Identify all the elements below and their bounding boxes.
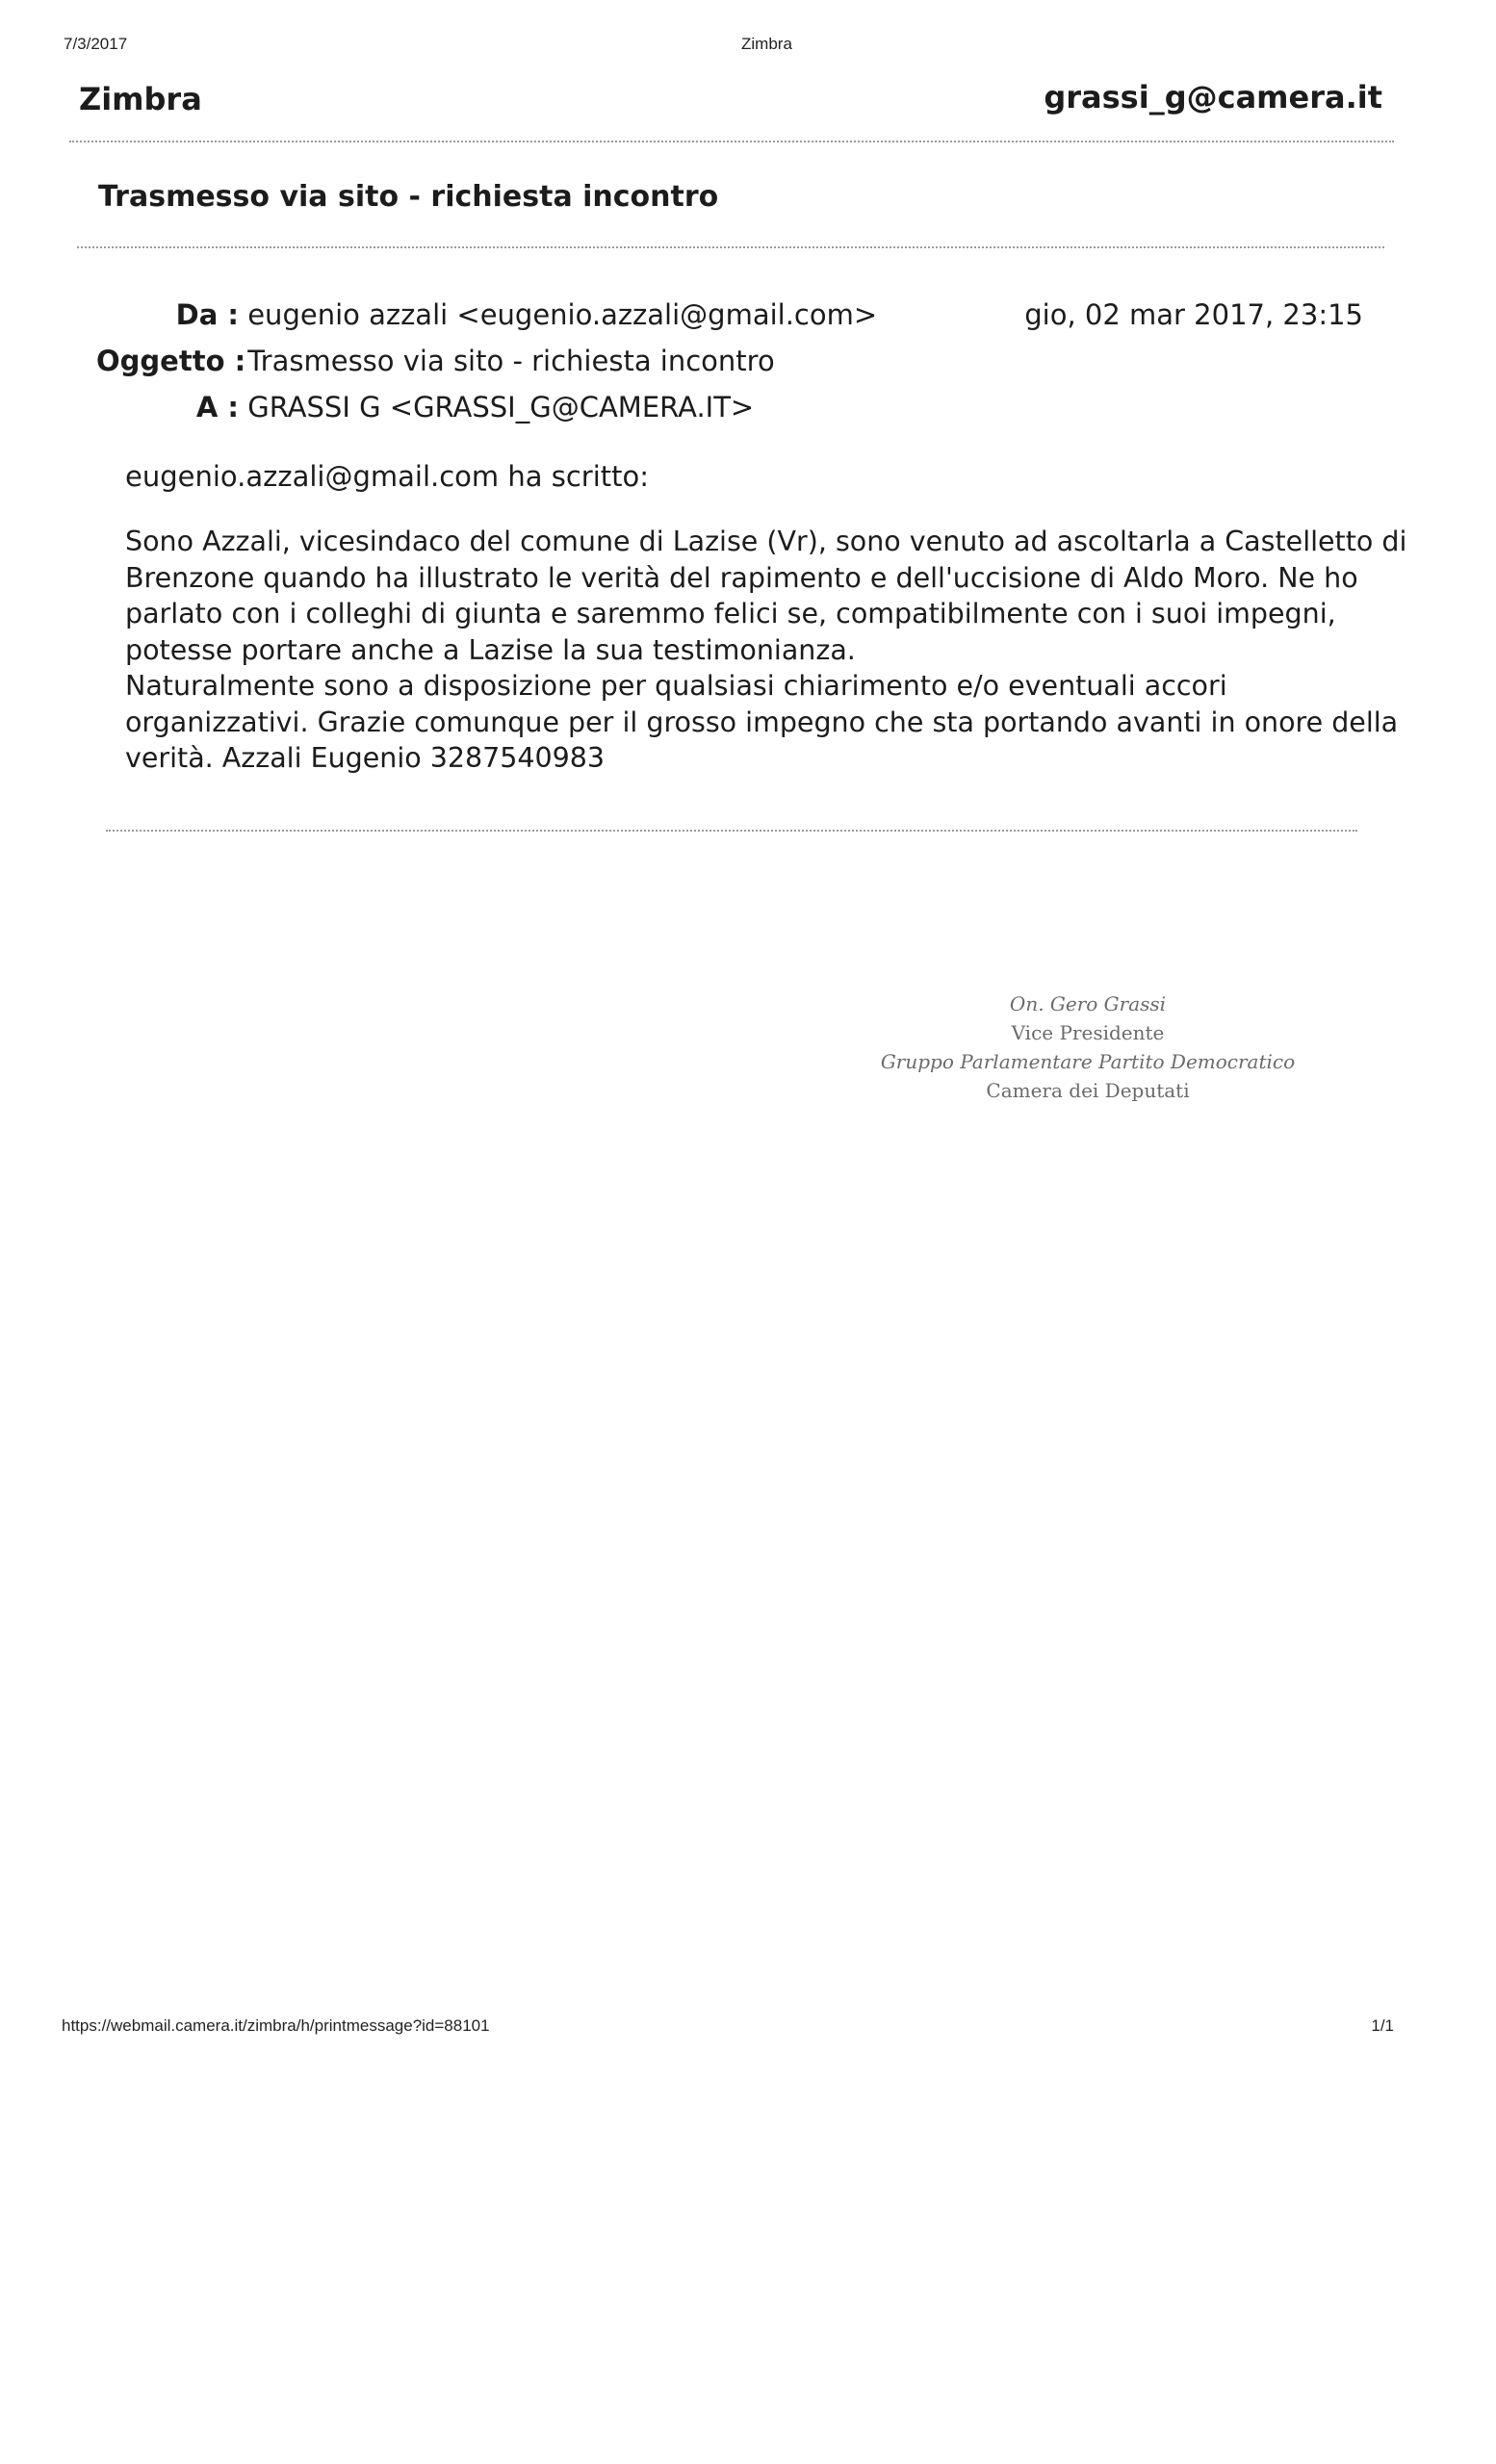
stamp-group: Gruppo Parlamentare Partito Democratico	[880, 1050, 1296, 1073]
print-date: 7/3/2017	[64, 35, 128, 53]
to-value: GRASSI G <GRASSI_G@CAMERA.IT>	[247, 391, 755, 424]
subject-label: Oggetto :	[96, 345, 246, 377]
body-line: Brenzone quando ha illustrato le verità del rapimento e dell'uccisione di Aldo Moro. Ne ho	[125, 561, 1358, 594]
stamp-name: On. Gero Grassi	[1009, 992, 1167, 1015]
to-row	[96, 391, 754, 424]
message-date: gio, 02 mar 2017, 23:15	[1024, 298, 1363, 331]
app-name: Zimbra	[79, 81, 202, 117]
message-body	[125, 524, 1406, 777]
body-line: verità. Azzali Eugenio 3287540983	[125, 742, 606, 774]
footer-page-number: 1/1	[1371, 2016, 1394, 2035]
from-value: eugenio azzali <eugenio.azzali@gmail.com>	[247, 298, 878, 331]
body-line: Sono Azzali, vicesindaco del comune di Lazise (Vr), sono venuto ad ascoltarla a Castelletto di	[125, 526, 1407, 557]
footer-url: https://webmail.camera.it/zimbra/h/printmessage?id=88101	[62, 2016, 490, 2035]
to-label: A :	[195, 391, 239, 424]
body-divider	[106, 830, 1357, 832]
account-email: grassi_g@camera.it	[1044, 79, 1382, 116]
from-row	[96, 298, 877, 331]
message-subject-title: Trasmesso via sito - richiesta incontro	[98, 180, 719, 214]
body-line: potesse portare anche a Lazise la sua testimonianza.	[125, 633, 856, 666]
body-line: parlato con i colleghi di giunta e saremmo felici se, compatibilmente con i suoi impegni,	[125, 598, 1336, 629]
subject-row	[96, 345, 775, 377]
body-line: organizzativi. Grazie comunque per il grosso impegno che sta portando avanti in onore della	[125, 706, 1399, 738]
header-divider	[69, 141, 1394, 142]
from-label: Da :	[175, 298, 239, 331]
subject-value: Trasmesso via sito - richiesta incontro	[247, 345, 775, 377]
stamp-chamber: Camera dei Deputati	[986, 1079, 1190, 1102]
quoted-from: eugenio.azzali@gmail.com ha scritto:	[125, 460, 650, 493]
stamp-role: Vice Presidente	[1011, 1021, 1165, 1044]
body-line: Naturalmente sono a disposizione per qualsiasi chiarimento e/o eventuali accori	[125, 670, 1227, 702]
signature-stamp	[847, 989, 1328, 1105]
subject-divider	[77, 246, 1384, 248]
print-title: Zimbra	[741, 35, 792, 53]
